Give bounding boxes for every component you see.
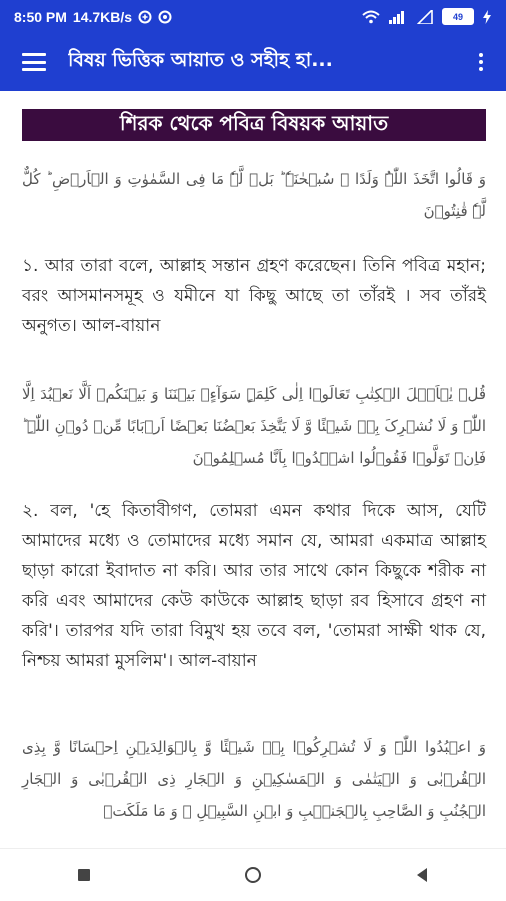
bengali-translation-2: ২. বল, 'হে কিতাবীগণ, তোমরা এমন কথার দিকে আস, যেটি আমাদের মধ্যে ও তোমাদের মধ্যে সমান যে, আমরা একমাত্র আল্লাহ ছাড়া কারো ইবাদাত না করি। আর তার সাথে কোন কিছুকে শরীক না করি এবং আমাদের কেউ কাউকে আল্লাহ ছাড়া রব হিসাবে গ্রহণ না করি'। তারপর যদি তারা বিমুখ হয় তবে বল, 'তোমরা সাক্ষী থাক যে, নিশ্চয় আমরা মুসলিম'। আল-বায়ান (22, 501, 486, 671)
content-scroll-area[interactable] (0, 91, 506, 848)
recents-button[interactable] (54, 855, 114, 895)
signal-2-icon (416, 10, 434, 24)
system-nav-bar (0, 848, 506, 901)
battery-icon: 49 (442, 8, 474, 25)
data-saver-icon (138, 10, 152, 24)
app-title: বিষয় ভিত্তিক আয়াত ও সহীহ হা... (68, 49, 333, 71)
overflow-menu-button[interactable] (456, 33, 506, 91)
recents-icon (78, 869, 90, 881)
wifi-icon (362, 10, 380, 24)
charging-icon (482, 10, 492, 24)
network-speed: 14.7KB/s (72, 8, 133, 25)
arabic-verse-1: وَ قَالُوا اتَّخَذَ اللّٰہُ وَلَدًا ۙ سُبۡحٰنَہٗ ؕ بَلۡ لَّہٗ مَا فِی السَّمٰوٰتِ وَ الۡاَرۡضِ ؕ کُلٌّ لَّہٗ قٰنِتُوۡنَ (22, 170, 486, 220)
hamburger-icon (22, 53, 46, 71)
sync-icon (158, 10, 172, 24)
arabic-verse-2: قُلۡ یٰۤاَہۡلَ الۡکِتٰبِ تَعَالَوۡا اِلٰی کَلِمَۃٍ سَوَآءٍۢ بَیۡنَنَا وَ بَیۡنَکُمۡ اَلَّا نَعۡبُدَ اِلَّا اللّٰہَ وَ لَا نُشۡرِکَ بِہٖ شَیۡئًا وَّ لَا یَتَّخِذَ بَعۡضُنَا بَعۡضًا اَرۡبَابًا مِّنۡ دُوۡنِ اللّٰہِ ؕ فَاِنۡ تَوَلَّوۡا فَقُوۡلُوا اشۡہَدُوۡا بِاَنَّا مُسۡلِمُوۡنَ (22, 385, 486, 467)
arabic-verse-3: وَ اعۡبُدُوا اللّٰہَ وَ لَا تُشۡرِکُوۡا بِہٖ شَیۡئًا وَّ بِالۡوَالِدَیۡنِ اِحۡسَانًا وَّ بِذِی الۡقُرۡبٰی وَ الۡیَتٰمٰی وَ الۡمَسٰکِیۡنِ وَ الۡجَارِ ذِی الۡقُرۡبٰی وَ الۡجَارِ الۡجُنُبِ وَ الصَّاحِبِ بِالۡجَنۡۢبِ وَ ابۡنِ السَّبِیۡلِ ۙ وَ مَا مَلَکَتۡ (22, 738, 486, 820)
back-button[interactable] (392, 855, 452, 895)
home-button[interactable] (223, 855, 283, 895)
status-time: 8:50 PM (14, 8, 67, 25)
menu-button[interactable] (0, 33, 68, 91)
app-bar (0, 33, 506, 91)
signal-icon (388, 10, 408, 24)
section-heading: শিরক থেকে পবিত্র বিষয়ক আয়াত (22, 109, 486, 141)
bengali-translation-1: ১. আর তারা বলে, আল্লাহ সন্তান গ্রহণ করেছেন। তিনি পবিত্র মহান; বরং আসমানসমূহ ও যমীনে যা কিছু আছে তা তাঁরই । সব তাঁরই অনুগত। আল-বায়ান (22, 256, 486, 336)
home-icon (245, 867, 261, 883)
back-icon (415, 867, 429, 883)
status-bar (0, 0, 506, 33)
more-vert-icon (479, 53, 483, 71)
